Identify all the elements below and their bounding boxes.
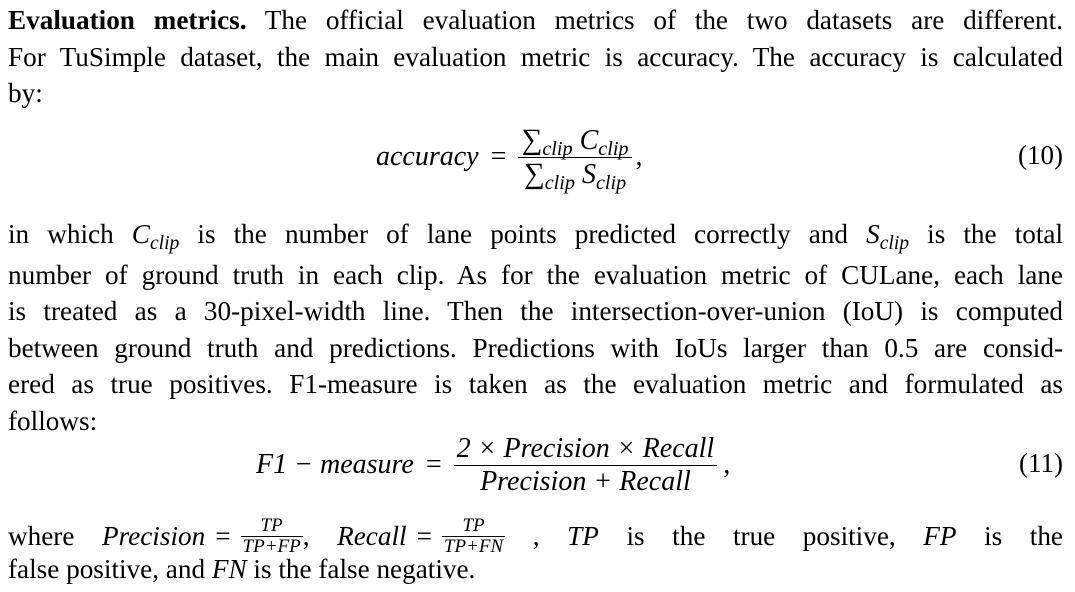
equation-fraction bbox=[454, 433, 718, 498]
text-line: in which $C_{clip}$ is the number of lane points predicted correctly and $S_{clip}$ is the total bbox=[8, 219, 1064, 255]
text-line: follows: bbox=[8, 405, 98, 436]
equation-lhs: accuracy bbox=[376, 141, 479, 172]
text-line: by: bbox=[8, 78, 43, 108]
text-line: ered as true positives. F1-measure is taken as the evaluation metric and formulated as bbox=[8, 369, 1063, 399]
equation-11: F1 − measure = $\frac{\text{2 × Precision × Recall}}{\text{Precision + Recall}}$ , (11) bbox=[256, 432, 1063, 497]
paragraph-heading: Evaluation metrics. bbox=[8, 5, 247, 35]
equation-10: accuracy = $\frac{\sum_{clip} C_{clip}}{\sum_{clip} S_{clip}}$ , (10) bbox=[376, 123, 1063, 194]
fraction-denominator: Precision + Recall bbox=[480, 465, 691, 497]
equation-lhs: F1 − measure bbox=[256, 449, 414, 480]
fraction-numerator: 2 × Precision × Recall bbox=[456, 432, 715, 464]
equation-number: (10) bbox=[1018, 140, 1063, 170]
text-line: For TuSimple dataset, the main evaluation metric is accuracy. The accuracy is calculated bbox=[8, 41, 1063, 72]
equation-number: (11) bbox=[1019, 448, 1063, 478]
paragraph-metric-description bbox=[8, 216, 1063, 439]
text-line: is treated as a 30-pixel-width line. Then the intersection-over-union (IoU) is computed bbox=[8, 296, 1063, 326]
paragraph-definitions bbox=[8, 514, 1063, 588]
text-line: between ground truth and predictions. Predictions with IoUs larger than 0.5 are consid- bbox=[8, 332, 1063, 363]
precision-fraction: $\frac{TP}{TP+FP}$ bbox=[242, 515, 301, 558]
text-line: Evaluation metrics. The official evaluation metrics of the two datasets are different. bbox=[8, 5, 1063, 35]
equation-fraction bbox=[518, 123, 631, 194]
text-line: number of ground truth in each clip. As for the evaluation metric of CULane, each lane bbox=[8, 259, 1063, 290]
text-line: where Precision = $\frac{TP}{TP+FP}$ , Recall = $\frac{TP}{TP+FN}$ , TP is the true positive, FP is the bbox=[8, 515, 1063, 558]
paragraph-evaluation-intro bbox=[8, 2, 1063, 112]
text-line: false positive, and FN is the false negative. bbox=[8, 554, 476, 585]
fraction-numerator: $\sum_{clip}$ $C_{clip}$ bbox=[521, 123, 629, 160]
fraction-denominator: $\sum_{clip}$ $S_{clip}$ bbox=[523, 157, 627, 194]
recall-fraction: $\frac{TP}{TP+FN}$ bbox=[443, 515, 504, 558]
